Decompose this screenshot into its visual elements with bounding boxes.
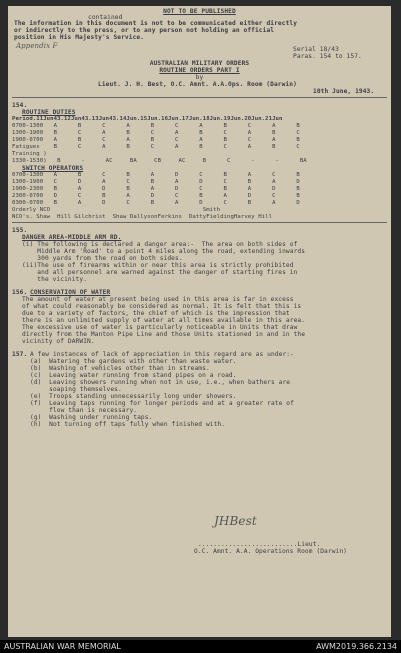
title-line-2: ROUTINE ORDERS PART I — [159, 67, 240, 74]
divider — [12, 97, 387, 98]
routine-row: 1900-0700 A B C A B C A B C A B — [12, 137, 300, 143]
routine-heading: ROUTINE DUTIES — [22, 109, 76, 116]
appendix-note: Appendix F — [16, 42, 58, 50]
switch-row: 0300-0700 B A D C B A D C B A D — [12, 200, 300, 206]
title-line-1: AUSTRALIAN MILITARY ORDERS — [149, 60, 250, 67]
signature-block: O.C. Amnt. A.A. Operations Room (Darwin) — [194, 548, 348, 555]
para-157-intro: A few instances of lack of appreciation in this regard are as under:- — [30, 351, 294, 358]
para-156-heading: CONSERVATION OF WATER — [30, 289, 111, 296]
switch-heading: SWITCH OPERATORS — [22, 165, 84, 172]
para-157-item: (a) Watering the gardens with other than waste water. — [30, 358, 237, 365]
para-157-item: (c) Leaving water running from stand pipes on a road. — [30, 372, 237, 379]
para-157-item: (b) Washing of vehicles other than in streams. — [30, 365, 210, 372]
training-label: Training ) — [12, 151, 47, 157]
para-156-line: there is an unlimited supply of water at all times available in this area. — [22, 317, 306, 324]
period-row: Period.11Jun43.12Jun43.13Jun43.14Jun.15Jun.16Jun.17Jun.18Jun.19Jun.20Jun.21Jun — [12, 116, 283, 122]
para-155-line: (i) The following is declared a danger area:- The area on both sides of — [22, 241, 298, 248]
para-155-heading: DANGER AREA-MIDDLE ARM RD. — [22, 234, 122, 241]
para-155-line: the vicinity. — [22, 276, 88, 283]
security-line-2: or indirectly to the press, or to any person not holding an official — [14, 27, 275, 34]
para-154-number: 154. — [12, 102, 28, 109]
archive-id: AWM2019.366.2134 — [316, 642, 397, 651]
serial-number: Serial 18/43 — [293, 46, 339, 53]
para-157-item: (g) Washing under running taps. — [30, 414, 153, 421]
para-157-item: (e) Troops standing unnecessarily long under showers. — [30, 393, 237, 400]
nco-row: NCO's. Shaw Hill Gilchrist Shaw DallysonFerkins DattyFieldingHarvey Hill — [12, 214, 273, 220]
switch-row: 0700-1300 A B C B A D C B A C B — [12, 172, 300, 178]
para-157-item: (f) Leaving taps running for longer periods and at a greater rate of — [30, 400, 294, 407]
para-157-number: 157. — [12, 351, 28, 358]
security-title: NOT TO BE PUBLISHED — [163, 8, 236, 15]
para-156-line: The excessive use of water is particularly noticeable in Units that draw — [22, 324, 298, 331]
para-157-item: soaping themselves. — [30, 386, 122, 393]
switch-row: 1300-1900 C D A C B A D C B A D — [12, 179, 300, 185]
title-line-3: by — [195, 74, 204, 81]
para-155-line: (ii)The use of firearms within or near this area is strictly prohibited — [22, 262, 294, 269]
para-157-item: (h) Not turning off taps fully when finished with. — [30, 421, 226, 428]
archive-name: AUSTRALIAN WAR MEMORIAL — [4, 642, 121, 651]
orderly-row: Orderly NCO Smith — [12, 207, 221, 213]
signature-dots: ..........................Lieut. — [198, 541, 321, 548]
para-155-number: 155. — [12, 227, 28, 234]
para-155-line: 300 yards from the road on both sides. — [22, 255, 183, 262]
handwritten-signature: JHBest — [214, 514, 257, 528]
document-page — [8, 6, 391, 637]
routine-row: 0700-1300 A B C A B C A B C A B — [12, 123, 300, 129]
divider — [12, 222, 387, 223]
para-156-line: due to a variety of factors, the chief of which is the impression that — [22, 310, 290, 317]
training-row: 1330-1530) B - AC BA CB AC B C - - BA — [12, 158, 307, 164]
para-156-line: vicinity of DARWIN. — [22, 338, 95, 345]
para-157-item: (d) Leaving showers running when not in use, i.e., when bathers are — [30, 379, 291, 386]
security-line-1: The information in this document is not to be communicated either directly — [14, 20, 298, 27]
para-156-line: The amount of water at present being used in this area is far in excess — [22, 296, 294, 303]
switch-row: 2300-0700 D C B A D C B A D C B — [12, 193, 300, 199]
security-line-3: position in His Majesty's Service. — [14, 34, 145, 41]
para-156-number: 156. — [12, 289, 28, 296]
switch-row: 1900-2300 B A D B A D C B A D B — [12, 186, 300, 192]
paras-range: Paras. 154 to 157. — [293, 53, 362, 60]
issuer-line: Lieut. J. H. Best, O.C. Amnt. A.A.Ops. Room (Darwin) — [98, 81, 297, 88]
order-date: 10th June, 1943. — [313, 88, 375, 95]
routine-row: Fatigues B C A B C A B C A B C — [12, 144, 300, 150]
para-156-line: directly from the Manton Pipe Line and those Units stationed in and in the — [22, 331, 306, 338]
para-156-line: of what could reasonably be considered as normal. It is felt that this is — [22, 303, 302, 310]
routine-row: 1300-1900 B C A B C A B C A B C — [12, 130, 300, 136]
archive-footer — [0, 640, 401, 653]
para-155-line: and all personnel are warned against the danger of starting fires in — [22, 269, 298, 276]
para-157-item: flow than is necessary. — [30, 407, 138, 414]
security-contained: contained — [88, 14, 123, 21]
para-155-line: Middle Arm 'Road' to a point 4 miles along the road, extending inwards — [22, 248, 306, 255]
